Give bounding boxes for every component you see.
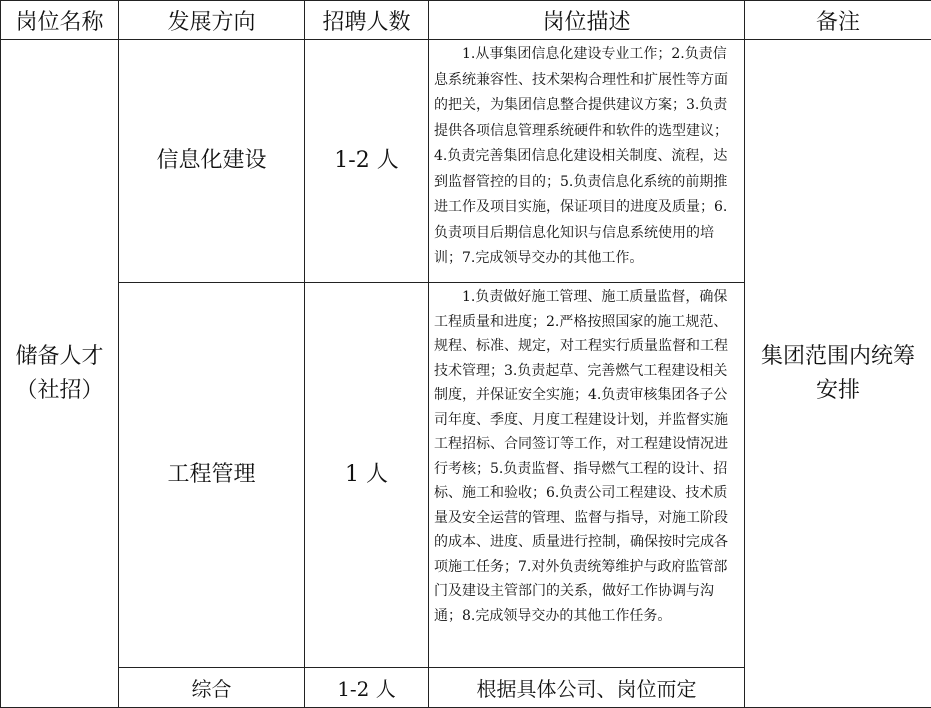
direction-cell: 工程管理 bbox=[119, 283, 305, 668]
description-cell: 1.负责做好施工管理、施工质量监督，确保工程质量和进度；2.严格按照国家的施工规范、规程、标准、规定，对工程实行质量监督和工程技术管理；3.负责起草、完善燃气工程建设相关制度，并保证安全实施；4.负责审核集团各子公司年度、季度、月度工程建设计划，并监督实施工程招标、合同签订等工作，对工程建设情况进行考核；5.负责监督、指导燃气工程的设计、招标、施工和验收；6.负责公司工程建设、技术质量及安全运营的管理、监督与指导，对施工阶段的成本、进度、质量进行控制，确保按时完成各项施工任务；7.对外负责统筹维护与政府监管部门及建设主管部门的关系，做好工作协调与沟通；8.完成领导交办的其他工作任务。 bbox=[429, 283, 745, 668]
count-cell: 1-2 人 bbox=[305, 668, 429, 708]
position-name-cell bbox=[1, 40, 119, 708]
header-direction: 发展方向 bbox=[119, 1, 305, 40]
description-cell: 根据具体公司、岗位而定 bbox=[429, 668, 745, 708]
header-row bbox=[1, 1, 931, 40]
remark-cell bbox=[745, 40, 931, 708]
direction-cell: 综合 bbox=[119, 668, 305, 708]
count-cell: 1-2 人 bbox=[305, 40, 429, 283]
header-description: 岗位描述 bbox=[429, 1, 745, 40]
position-name: 储备人才（社招） bbox=[15, 343, 104, 403]
header-count: 招聘人数 bbox=[305, 1, 429, 40]
header-position-name: 岗位名称 bbox=[1, 1, 119, 40]
remark-text: 集团范围内统筹安排 bbox=[760, 343, 915, 403]
table-row bbox=[1, 40, 931, 283]
description-cell: 1.从事集团信息化建设专业工作；2.负责信息系统兼容性、技术架构合理性和扩展性等方面的把关，为集团信息整合提供建议方案；3.负责提供各项信息管理系统硬件和软件的选型建议；4.负责完善集团信息化建设相关制度、流程，达到监督管控的目的；5.负责信息化系统的前期推进工作及项目实施，保证项目的进度及质量；6.负责项目后期信息化知识与信息系统使用的培训；7.完成领导交办的其他工作。 bbox=[429, 40, 745, 283]
header-remark: 备注 bbox=[745, 1, 931, 40]
direction-cell: 信息化建设 bbox=[119, 40, 305, 283]
count-cell: 1 人 bbox=[305, 283, 429, 668]
